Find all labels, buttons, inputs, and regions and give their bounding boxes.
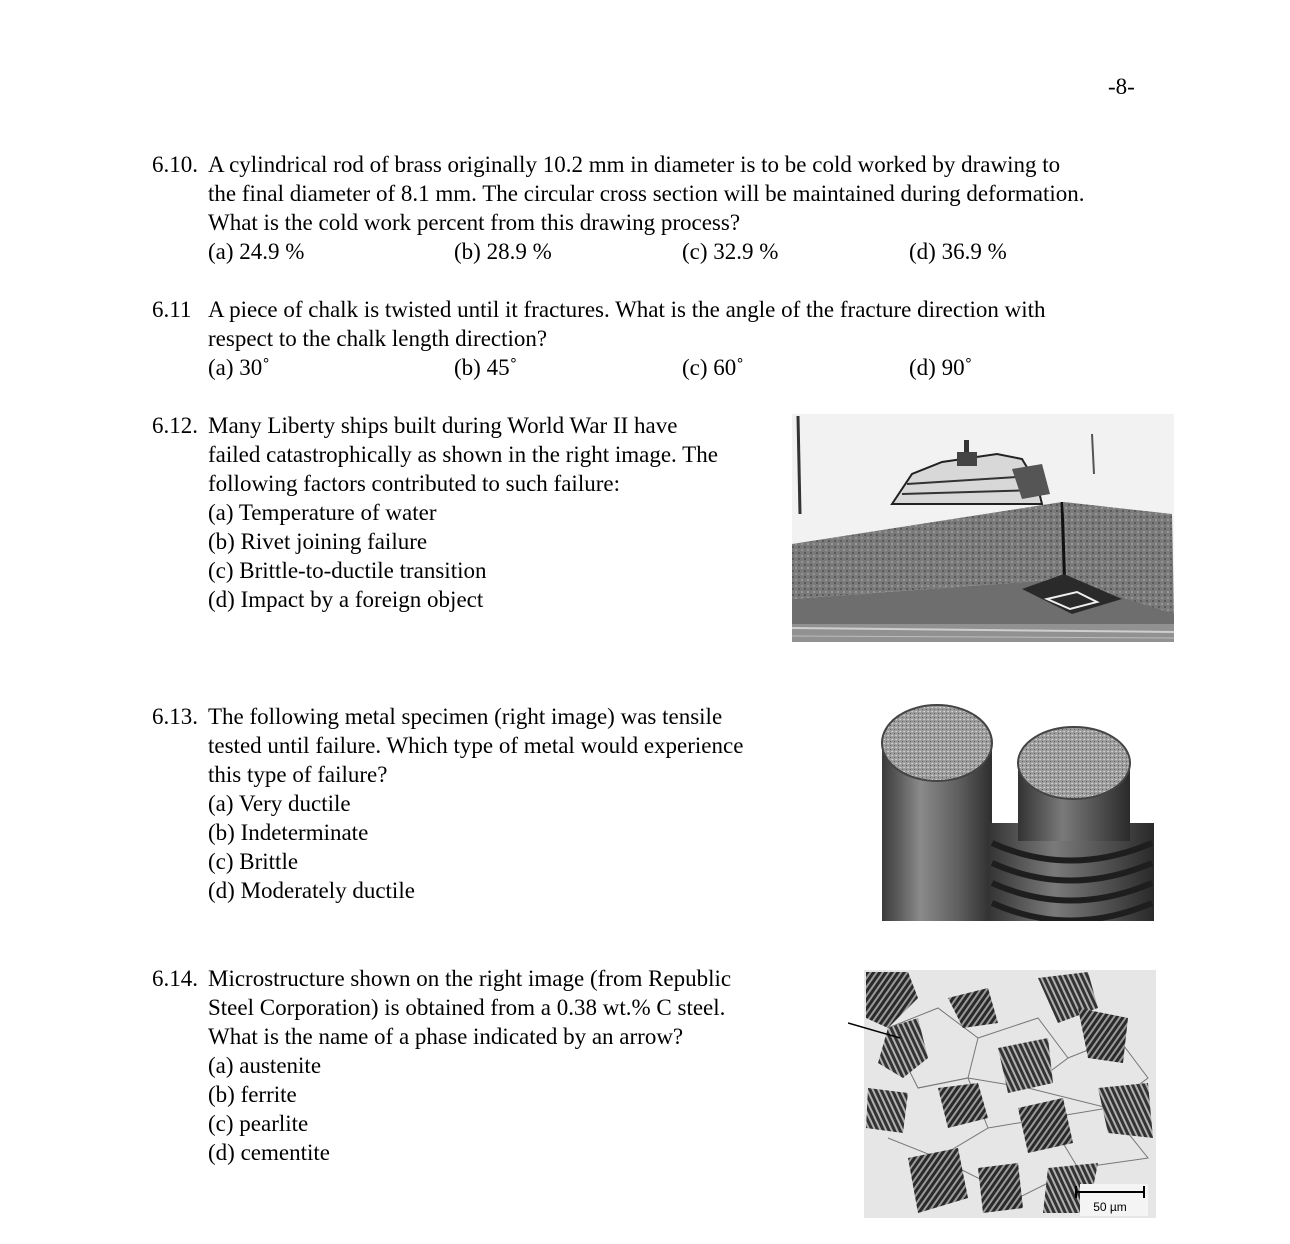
option-b[interactable]: (b) Rivet joining failure (208, 529, 428, 554)
option-d[interactable]: (d) 90˚ (909, 355, 973, 380)
question-line: Microstructure shown on the right image (from Republic (208, 966, 732, 991)
option-c[interactable]: (c) Brittle (208, 849, 299, 874)
option-c[interactable]: (c) Brittle-to-ductile transition (208, 558, 487, 583)
option-c[interactable]: (c) 60˚ (682, 355, 744, 380)
question-number: 6.13. (152, 704, 198, 729)
page-number: -8- (1108, 74, 1135, 99)
tensile-specimen-image (880, 703, 1156, 921)
question-line: A cylindrical rod of brass originally 10.2 mm in diameter is to be cold worked by drawing to (208, 152, 1061, 177)
question-line: Many Liberty ships built during World War II have (208, 413, 678, 438)
question-line: respect to the chalk length direction? (208, 326, 548, 351)
option-b[interactable]: (b) ferrite (208, 1082, 297, 1107)
micrograph-drawing (848, 968, 1156, 1220)
option-a[interactable]: (a) 30˚ (208, 355, 270, 380)
question-text (208, 295, 1232, 353)
question-text (208, 150, 1232, 237)
question-6-13 (152, 702, 812, 905)
question-line: The following metal specimen (right image) was tensile (208, 704, 723, 729)
question-text (208, 964, 812, 1167)
option-b[interactable]: (b) Indeterminate (208, 820, 369, 845)
question-line: What is the cold work percent from this drawing process? (208, 210, 741, 235)
option-a[interactable]: (a) Temperature of water (208, 500, 437, 525)
answer-options (152, 237, 1232, 266)
question-line: this type of failure? (208, 762, 388, 787)
question-6-12 (152, 411, 792, 614)
option-a[interactable]: (a) austenite (208, 1053, 322, 1078)
option-a[interactable]: (a) Very ductile (208, 791, 351, 816)
question-6-10 (152, 150, 1232, 266)
question-number: 6.10. (152, 152, 198, 177)
question-line: Steel Corporation) is obtained from a 0.38 wt.% C steel. (208, 995, 726, 1020)
option-c[interactable]: (c) 32.9 % (682, 239, 779, 264)
question-number: 6.12. (152, 413, 198, 438)
option-b[interactable]: (b) 45˚ (454, 355, 518, 380)
answer-options (152, 353, 1232, 382)
question-line: following factors contributed to such failure: (208, 471, 620, 496)
scale-bar-label: 50 µm (1093, 1200, 1127, 1214)
option-d[interactable]: (d) 36.9 % (909, 239, 1007, 264)
question-text (208, 411, 792, 614)
question-line: tested until failure. Which type of metal would experience (208, 733, 744, 758)
question-line: failed catastrophically as shown in the right image. The (208, 442, 718, 467)
ship-photo-drawing (792, 414, 1174, 642)
question-text (208, 702, 812, 905)
question-6-14 (152, 964, 812, 1167)
specimen-photo-drawing (880, 703, 1156, 921)
micrograph-image (848, 968, 1156, 1220)
option-b[interactable]: (b) 28.9 % (454, 239, 552, 264)
option-d[interactable]: (d) Moderately ductile (208, 878, 415, 903)
option-d[interactable]: (d) Impact by a foreign object (208, 587, 484, 612)
question-number: 6.14. (152, 966, 198, 991)
question-line: the final diameter of 8.1 mm. The circular cross section will be maintained during deformation. (208, 181, 1085, 206)
option-c[interactable]: (c) pearlite (208, 1111, 309, 1136)
option-d[interactable]: (d) cementite (208, 1140, 330, 1165)
question-6-11 (152, 295, 1232, 382)
question-number: 6.11 (152, 297, 192, 322)
question-line: A piece of chalk is twisted until it fractures. What is the angle of the fracture direction with (208, 297, 1046, 322)
question-line: What is the name of a phase indicated by an arrow? (208, 1024, 684, 1049)
liberty-ship-image (792, 414, 1174, 642)
option-a[interactable]: (a) 24.9 % (208, 239, 305, 264)
